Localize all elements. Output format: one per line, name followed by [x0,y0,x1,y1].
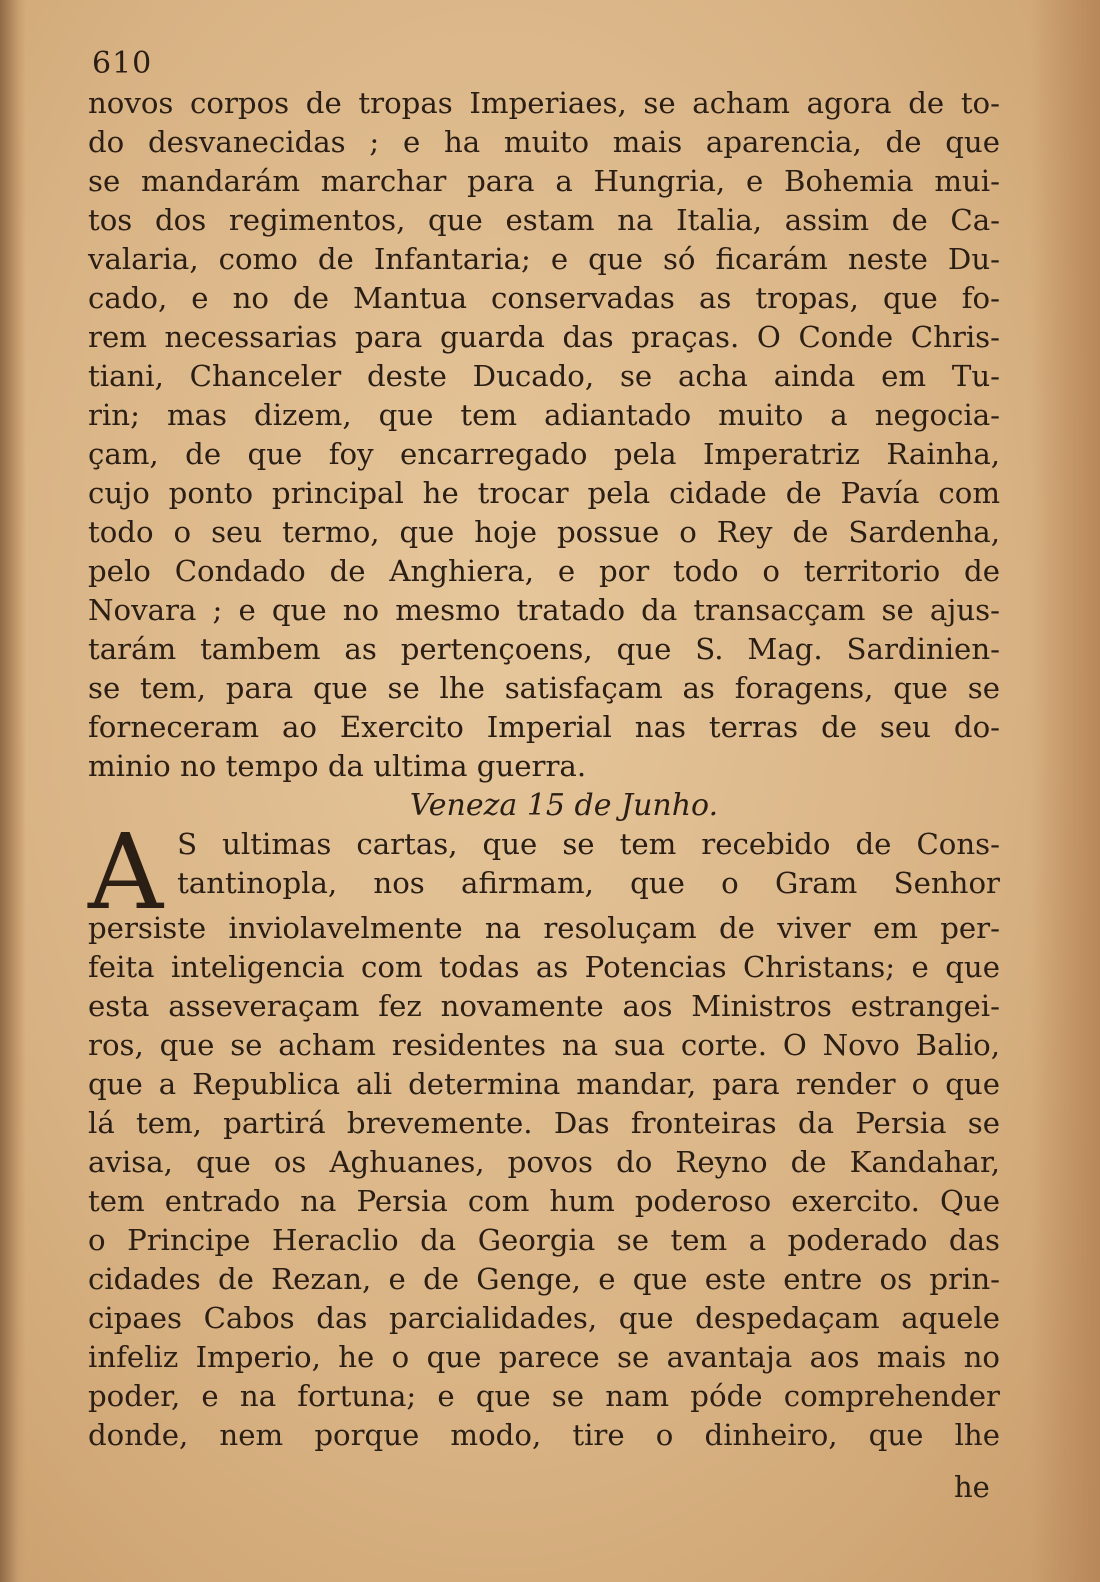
text-line: que a Republica ali determina mandar, para render o que [88,1067,1000,1101]
catchword: he [954,1470,990,1504]
text-block [88,84,1000,1455]
text-line: valaria, como de Infantaria; e que só ficarám neste Du- [88,242,1000,276]
text-line: avisa, que os Aghuanes, povos do Reyno de Kandahar, [88,1145,1000,1179]
text-line: tos dos regimentos, que estam na Italia, assim de Ca- [88,203,1000,237]
page-edge-right [1030,0,1100,1582]
text-line: donde, nem porque modo, tire o dinheiro, que lhe [88,1418,1000,1452]
drop-cap: A [88,811,164,933]
text-line: poder, e na fortuna; e que se nam póde comprehender [88,1379,1000,1413]
text-line: pelo Condado de Anghiera, e por todo o territorio de [88,554,1000,588]
text-line: se tem, para que se lhe satisfaçam as foragens, que se [88,671,1000,705]
page-edge-left [0,0,26,1582]
text-line: lá tem, partirá brevemente. Das fronteiras da Persia se [88,1106,1000,1140]
text-line: tarám tambem as pertençoens, que S. Mag. Sardinien- [88,632,1000,666]
text-line: novos corpos de tropas Imperiaes, se acham agora de to- [88,86,1000,120]
text-line: cado, e no de Mantua conservadas as tropas, que fo- [88,281,1000,315]
text-line: se mandarám marchar para a Hungria, e Bohemia mui- [88,164,1000,198]
text-line: forneceram ao Exercito Imperial nas terras de seu do- [88,710,1000,744]
text-line: çam, de que foy encarregado pela Imperatriz Rainha, [88,437,1000,471]
text-line: do desvanecidas ; e ha muito mais aparencia, de que [88,125,1000,159]
paragraph-turin [88,84,1000,786]
text-line: tiani, Chanceler deste Ducado, se acha ainda em Tu- [88,359,1000,393]
text-line: o Principe Heraclio da Georgia se tem a poderado das [88,1223,1000,1257]
text-line: S ultimas cartas, que se tem recebido de Cons- [177,827,1000,861]
page-number: 610 [92,46,153,81]
text-line: rem necessarias para guarda das praças. O Conde Chris- [88,320,1000,354]
section-heading-veneza: Veneza 15 de Junho. [409,788,719,823]
text-line: minio no tempo da ultima guerra. [88,749,587,783]
text-line: esta asseveraçam fez novamente aos Ministros estrangei- [88,989,1000,1023]
text-line: infeliz Imperio, he o que parece se avantaja aos mais no [88,1340,1000,1374]
text-line: Novara ; e que no mesmo tratado da transacçam se ajus- [88,593,1000,627]
dropcap-lines [88,825,1000,903]
text-line: persiste inviolavelmente na resoluçam de viver em per- [88,911,1000,945]
text-line: feita inteligencia com todas as Potencias Christans; e que [88,950,1000,984]
text-line: todo o seu termo, que hoje possue o Rey de Sardenha, [88,515,1000,549]
text-line: tem entrado na Persia com hum poderoso exercito. Que [88,1184,1000,1218]
text-line: ros, que se acham residentes na sua corte. O Novo Balio, [88,1028,1000,1062]
text-line: rin; mas dizem, que tem adiantado muito a negocia- [88,398,1000,432]
text-line: cidades de Rezan, e de Genge, e que este entre os prin- [88,1262,1000,1296]
text-line: tantinopla, nos afirmam, que o Gram Senhor [177,866,1000,900]
text-line: cipaes Cabos das parcialidades, que despedaçam aquele [88,1301,1000,1335]
paragraph-veneza [88,811,1000,1455]
paragraph-veneza-body [88,909,1000,1455]
text-line: cujo ponto principal he trocar pela cidade de Pavía com [88,476,1000,510]
